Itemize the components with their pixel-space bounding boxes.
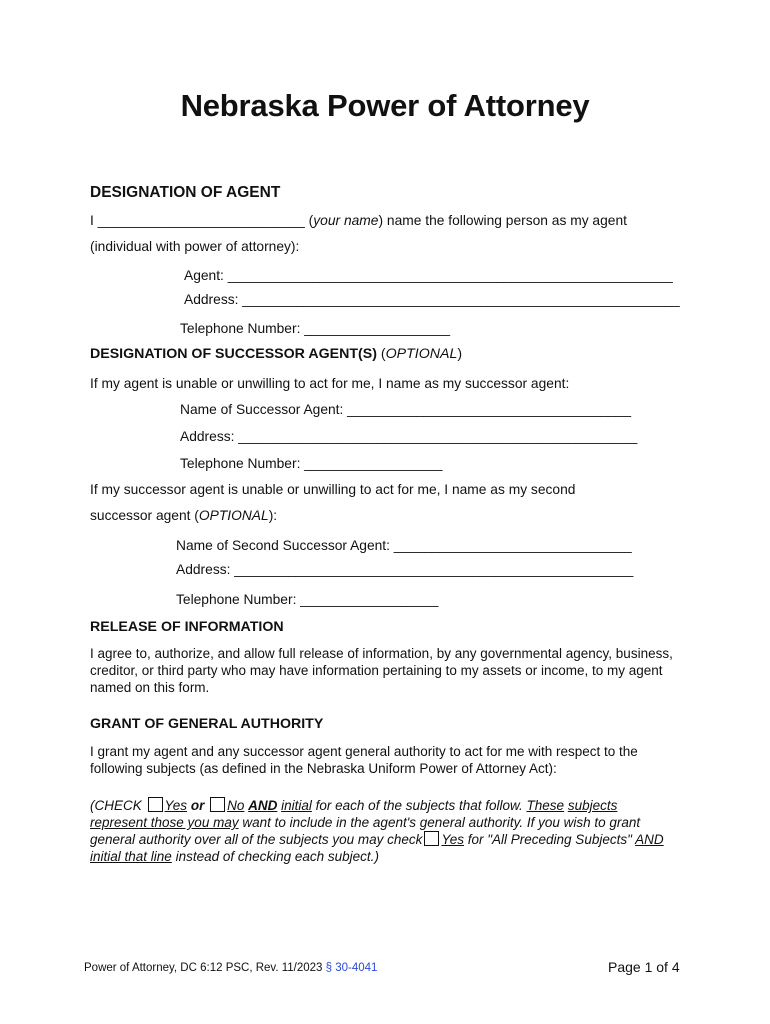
successor-intro: If my agent is unable or unwilling to act for me, I name as my successor agent: xyxy=(90,376,570,391)
release-text: I agree to, authorize, and allow full release of information, by any governmental agency, business, creditor, or third party who may have information pertaining to my assets or income, to my agent named on this form. xyxy=(90,646,673,695)
your-name-label: your name xyxy=(313,213,379,228)
page-title: Nebraska Power of Attorney xyxy=(180,88,590,123)
second-successor-telephone-field[interactable]: Telephone Number: __________________ xyxy=(176,592,439,607)
successor-telephone-field[interactable]: Telephone Number: __________________ xyxy=(180,456,443,471)
second-successor-address-field[interactable]: Address: ____________________________________________________ xyxy=(176,562,634,577)
yes-checkbox[interactable] xyxy=(148,797,163,812)
for-all-text: for "All Preceding Subjects" xyxy=(463,832,632,847)
principal-name-prefix: I ___________________________ ( xyxy=(90,213,314,228)
successor-heading-optional: OPTIONAL xyxy=(385,346,458,362)
or-label: or xyxy=(190,798,205,813)
successor-address-field[interactable]: Address: ____________________________________________________ xyxy=(180,429,638,444)
grant-heading: GRANT OF GENERAL AUTHORITY xyxy=(90,716,324,732)
successor-heading-paren-open: ( xyxy=(376,346,386,362)
second-successor-prefix: successor agent ( xyxy=(90,508,199,523)
agent-intro-line: (individual with power of attorney): xyxy=(90,239,300,254)
second-successor-intro-2 xyxy=(90,508,277,523)
initial-label: initial xyxy=(281,798,312,813)
footer-form-text: Power of Attorney, DC 6:12 PSC, Rev. 11/2023 xyxy=(84,962,326,974)
statute-link[interactable]: § 30-4041 xyxy=(325,962,378,974)
check-instructions xyxy=(90,797,670,865)
successor-heading-bold: DESIGNATION OF SUCCESSOR AGENT(S) xyxy=(90,346,377,362)
check-open: (CHECK xyxy=(90,798,142,813)
second-successor-name-field[interactable]: Name of Second Successor Agent: _______________________________ xyxy=(176,538,632,553)
release-heading: RELEASE OF INFORMATION xyxy=(90,619,284,635)
agent-address-field[interactable]: Address: _________________________________________________________ xyxy=(184,292,680,307)
successor-name-field[interactable]: Name of Successor Agent: _____________________________________ xyxy=(180,402,632,417)
second-successor-intro: If my successor agent is unable or unwilling to act for me, I name as my second xyxy=(90,482,576,497)
want-text: want to include in the agent's general authority. If you wish to grant general authority over all of the subjects you may check xyxy=(90,815,641,847)
agent-telephone-field[interactable]: Telephone Number: ___________________ xyxy=(180,321,451,336)
subjects-label: subjects xyxy=(567,798,618,813)
successor-heading xyxy=(90,346,462,362)
second-successor-optional: OPTIONAL xyxy=(198,508,269,523)
for-each-text: for each of the subjects that follow. xyxy=(311,798,527,813)
instead-text: instead of checking each subject.) xyxy=(171,849,379,864)
yes-all-label: Yes xyxy=(441,832,464,847)
designation-heading: DESIGNATION OF AGENT xyxy=(90,184,281,201)
principal-name-line xyxy=(90,213,627,228)
all-subjects-checkbox[interactable] xyxy=(424,831,439,846)
grant-text: I grant my agent and any successor agent general authority to act for me with respect to the following subjects (as defined in the Nebraska Uniform Power of Attorney Act): xyxy=(90,744,638,776)
represent-text: represent those you may xyxy=(90,815,239,830)
these-label: These xyxy=(526,798,565,813)
no-checkbox[interactable] xyxy=(210,797,225,812)
successor-heading-paren-close: ) xyxy=(457,346,463,362)
and-initial-line-text: AND initial that line xyxy=(90,832,664,864)
principal-name-suffix: ) name the following person as my agent xyxy=(378,213,627,228)
agent-field[interactable]: Agent: __________________________________________________________ xyxy=(184,268,673,283)
yes-label: Yes xyxy=(164,798,188,813)
and-label: AND xyxy=(248,798,278,813)
no-label: No xyxy=(227,798,245,813)
footer-citation xyxy=(84,962,377,974)
second-successor-suffix: ): xyxy=(268,508,278,523)
page-number: Page 1 of 4 xyxy=(608,959,680,975)
